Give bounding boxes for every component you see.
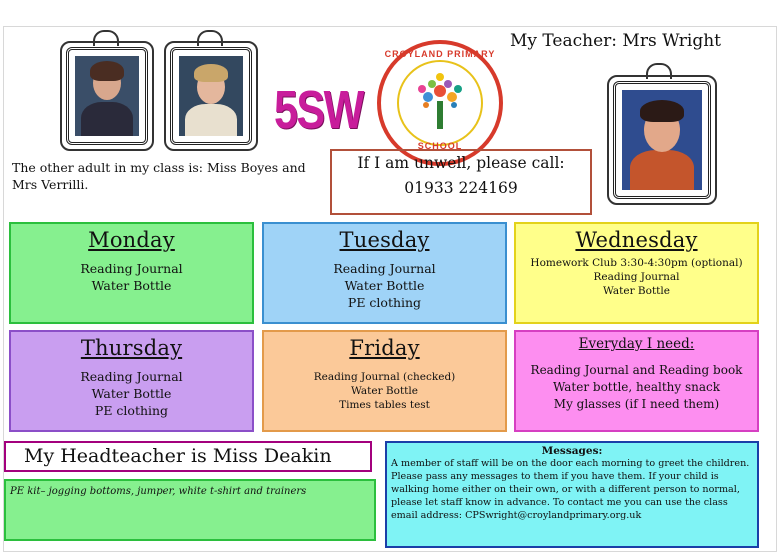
messages-title: Messages: <box>541 445 603 457</box>
unwell-phone: 01933 224169 <box>404 179 518 197</box>
photo-frame-adult-1 <box>66 47 148 145</box>
day-item: Times tables test <box>339 399 430 411</box>
photo-frame-teacher <box>613 81 711 199</box>
day-box-tuesday <box>262 222 507 324</box>
day-item: Water Bottle <box>344 278 425 293</box>
day-item: Homework Club 3:30-4:30pm (optional) <box>530 257 743 269</box>
unwell-box <box>330 149 592 215</box>
day-item: Reading Journal <box>333 261 436 276</box>
day-box-friday <box>262 330 507 432</box>
day-item: Water Bottle <box>91 386 172 401</box>
pe-kit-box <box>4 479 376 541</box>
page <box>3 26 777 552</box>
teacher-label: My Teacher: Mrs Wright <box>510 31 722 51</box>
messages-body: A member of staff will be on the door each morning to greet the children. Please pass any messages to them if you have them. If your child is walking home either on their own, or with a different person to normal, please let staff know in advance. To contact me you can use the class email address: CPSwright@croylandprimary.org.uk <box>391 458 750 521</box>
day-item: Water Bottle <box>351 385 418 397</box>
day-title: Thursday <box>80 336 183 360</box>
day-title: Monday <box>88 228 175 252</box>
day-item: Reading Journal (checked) <box>313 371 456 383</box>
messages-box <box>385 441 759 548</box>
day-box-everyday <box>514 330 759 432</box>
headteacher-text: My Headteacher is Miss Deakin <box>24 445 332 467</box>
day-title: Everyday I need: <box>578 336 695 352</box>
day-title: Friday <box>349 336 420 360</box>
adult-photo-2 <box>179 56 243 136</box>
school-logo <box>376 39 504 167</box>
day-item: Reading Journal <box>80 261 183 276</box>
school-logo-bottom-text: SCHOOL <box>417 141 463 151</box>
teacher-photo <box>622 90 702 190</box>
headteacher-box <box>4 441 372 472</box>
day-box-thursday <box>9 330 254 432</box>
day-item: PE clothing <box>347 295 422 310</box>
day-item: Water bottle, healthy snack <box>552 380 721 394</box>
photo-frame-adult-2 <box>170 47 252 145</box>
day-item: PE clothing <box>94 403 169 418</box>
class-name: 5SW <box>274 80 363 140</box>
school-logo-top-text: CROYLAND PRIMARY <box>384 49 496 59</box>
day-title: Tuesday <box>339 228 430 252</box>
day-item: Water Bottle <box>603 285 670 297</box>
unwell-title: If I am unwell, please call: <box>357 154 565 172</box>
adult-photo-1 <box>75 56 139 136</box>
day-item: Reading Journal <box>593 271 680 283</box>
day-item: Reading Journal <box>80 369 183 384</box>
day-box-monday <box>9 222 254 324</box>
day-item: Water Bottle <box>91 278 172 293</box>
day-title: Wednesday <box>575 228 698 252</box>
day-box-wednesday <box>514 222 759 324</box>
pe-kit-text: PE kit– jogging bottoms, jumper, white t-shirt and trainers <box>10 486 307 497</box>
day-item: My glasses (if I need them) <box>553 397 720 411</box>
other-adults-text: The other adult in my class is: Miss Boyes and Mrs Verrilli. <box>12 160 306 192</box>
day-item: Reading Journal and Reading book <box>530 363 743 377</box>
